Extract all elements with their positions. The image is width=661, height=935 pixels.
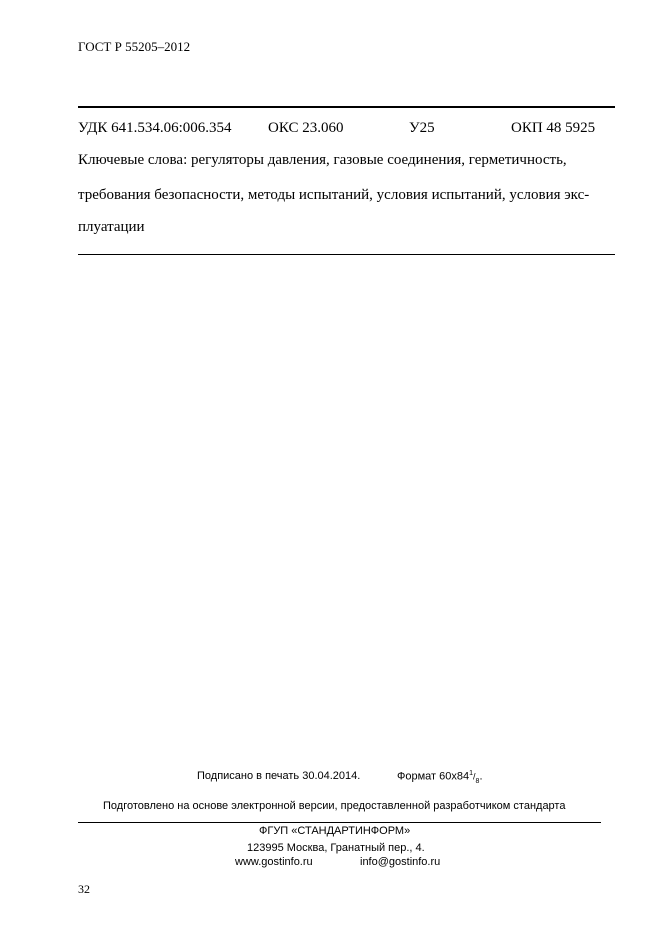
standard-code: ГОСТ Р 55205–2012 (78, 39, 191, 54)
signed-date: Подписано в печать 30.04.2014. (197, 770, 361, 782)
u-code: У25 (409, 120, 435, 136)
format-numerator: 1 (469, 770, 474, 777)
prepared-note: Подготовлено на основе электронной версии, предоставленной разработчиком стандарта (103, 800, 566, 812)
keywords-line-3: плуатации (78, 219, 145, 235)
keywords-line-2: требования безопасности, методы испытаний, условия испытаний, условия экс- (78, 187, 590, 203)
imprint-rule (78, 822, 601, 823)
keywords-bottom-rule (78, 254, 615, 255)
format-end: . (479, 770, 483, 783)
website-link[interactable]: www.gostinfo.ru (235, 856, 313, 868)
keywords-line-1: Ключевые слова: регуляторы давления, газовые соединения, герметичность, (78, 152, 567, 168)
format-denominator: 8 (475, 777, 480, 785)
page-number: 32 (78, 882, 90, 896)
publisher-address: 123995 Москва, Гранатный пер., 4. (247, 842, 425, 854)
email-link[interactable]: info@gostinfo.ru (360, 856, 441, 868)
format-text: Формат $60х84^1/_8$. (397, 770, 483, 785)
oks-code: ОКС 23.060 (268, 120, 344, 136)
publisher-name: ФГУП «СТАНДАРТИНФОРМ» (259, 825, 411, 837)
top-rule (78, 106, 615, 108)
okp-code: ОКП 48 5925 (511, 120, 596, 136)
format-prefix: Формат 60х84 (397, 770, 470, 783)
udk-code: УДК 641.534.06:006.354 (78, 120, 232, 136)
